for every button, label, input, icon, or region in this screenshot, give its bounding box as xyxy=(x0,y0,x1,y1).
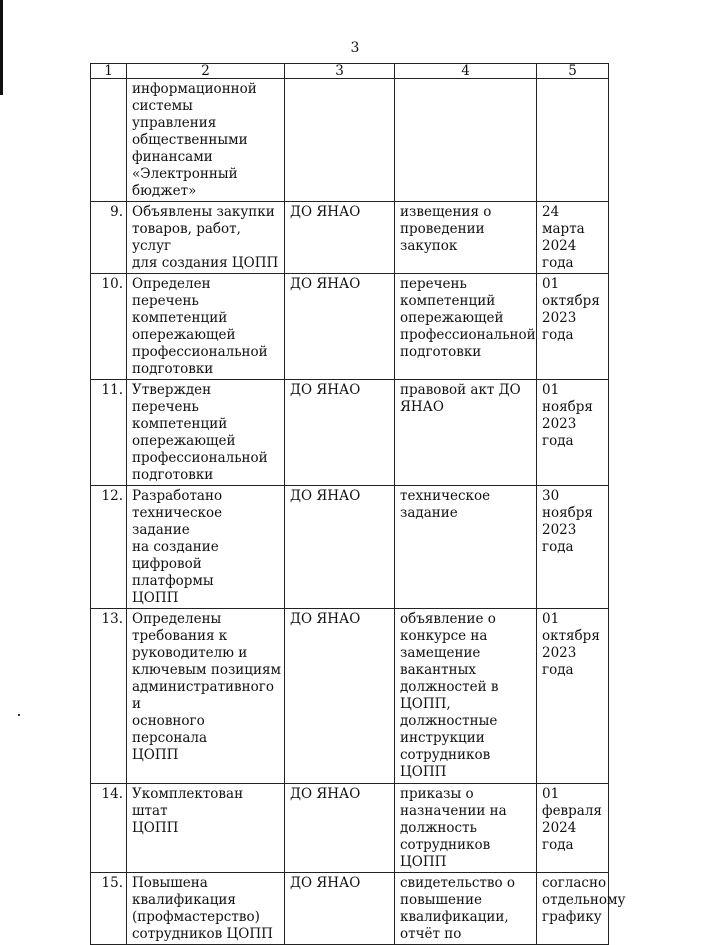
table-row xyxy=(91,873,609,945)
deadline-cell xyxy=(537,79,609,202)
header-row xyxy=(91,64,609,79)
row-number: 10. xyxy=(91,274,127,380)
deadline-cell: 24 марта 2024 года xyxy=(537,202,609,274)
responsible-cell: ДО ЯНАО xyxy=(285,274,395,380)
row-number: 15. xyxy=(91,873,127,945)
event-cell: информационной системы управления общественными финансами «Электронный бюджет» xyxy=(127,79,285,202)
event-cell: Утвержден перечень компетенций опережающей профессиональной подготовки xyxy=(127,380,285,486)
responsible-cell xyxy=(285,79,395,202)
result-cell: объявление о конкурсе на замещение вакантных должностей в ЦОПП, должностные инструкции сотрудников ЦОПП xyxy=(395,609,537,784)
page-number: 3 xyxy=(350,40,360,56)
table-row xyxy=(91,380,609,486)
result-cell: приказы о назначении на должность сотрудников ЦОПП xyxy=(395,784,537,873)
table-row xyxy=(91,79,609,202)
scan-speck xyxy=(18,714,20,716)
row-number xyxy=(91,79,127,202)
event-cell: Определены требования к руководителю и ключевым позициям административного и основного персонала ЦОПП xyxy=(127,609,285,784)
event-cell: Объявлены закупки товаров, работ, услуг для создания ЦОПП xyxy=(127,202,285,274)
result-cell: перечень компетенций опережающей профессиональной подготовки xyxy=(395,274,537,380)
result-cell xyxy=(395,79,537,202)
row-number: 11. xyxy=(91,380,127,486)
responsible-cell: ДО ЯНАО xyxy=(285,486,395,609)
table-row xyxy=(91,784,609,873)
deadline-cell: согласно отдельному графику xyxy=(537,873,609,945)
header-col-2: 2 xyxy=(127,64,285,79)
result-cell: правовой акт ДО ЯНАО xyxy=(395,380,537,486)
responsible-cell: ДО ЯНАО xyxy=(285,784,395,873)
table-row xyxy=(91,486,609,609)
row-number: 14. xyxy=(91,784,127,873)
deadline-cell: 01 ноября 2023 года xyxy=(537,380,609,486)
responsible-cell: ДО ЯНАО xyxy=(285,202,395,274)
deadline-cell: 01 октября 2023 года xyxy=(537,609,609,784)
events-table xyxy=(90,63,626,945)
event-cell: Укомплектован штат ЦОПП xyxy=(127,784,285,873)
header-col-1: 1 xyxy=(91,64,127,79)
table-row xyxy=(91,274,609,380)
deadline-cell: 01 октября 2023 года xyxy=(537,274,609,380)
responsible-cell: ДО ЯНАО xyxy=(285,873,395,945)
header-col-5: 5 xyxy=(537,64,609,79)
responsible-cell: ДО ЯНАО xyxy=(285,609,395,784)
row-number: 13. xyxy=(91,609,127,784)
row-number: 9. xyxy=(91,202,127,274)
event-cell: Определен перечень компетенций опережающей профессиональной подготовки xyxy=(127,274,285,380)
result-cell: свидетельство о повышение квалификации, отчёт по xyxy=(395,873,537,945)
result-cell: техническое задание xyxy=(395,486,537,609)
table-row xyxy=(91,609,609,784)
responsible-cell: ДО ЯНАО xyxy=(285,380,395,486)
deadline-cell: 30 ноября 2023 года xyxy=(537,486,609,609)
header-col-4: 4 xyxy=(395,64,537,79)
event-cell: Повышена квалификация (профмастерство) сотрудников ЦОПП xyxy=(127,873,285,945)
row-number: 12. xyxy=(91,486,127,609)
event-cell: Разработано техническое задание на создание цифровой платформы ЦОПП xyxy=(127,486,285,609)
header-col-3: 3 xyxy=(285,64,395,79)
deadline-cell: 01 февраля 2024 года xyxy=(537,784,609,873)
table-row xyxy=(91,202,609,274)
result-cell: извещения о проведении закупок xyxy=(395,202,537,274)
